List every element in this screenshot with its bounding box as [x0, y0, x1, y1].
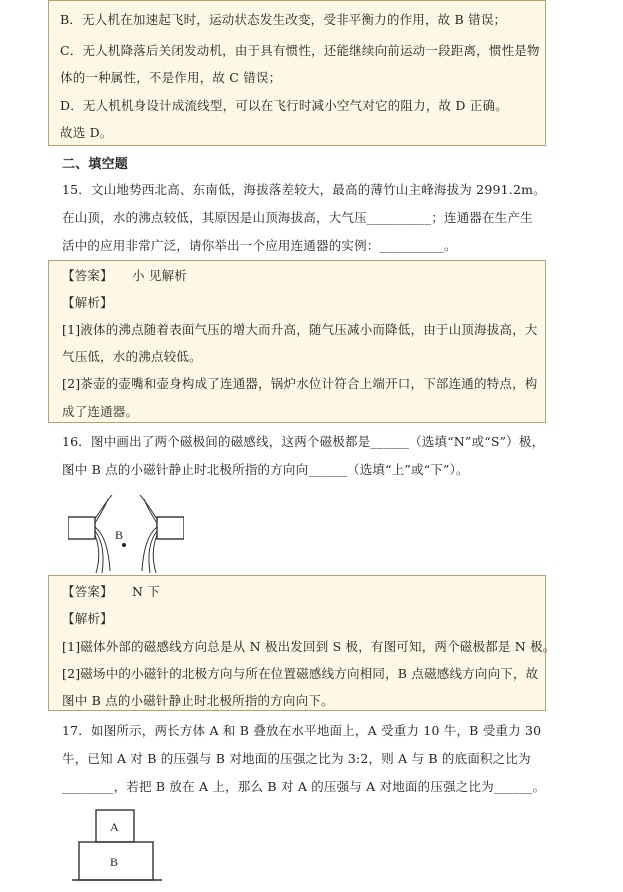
box1-line-1: B．无人机在加速起飞时，运动状态发生改变，受非平衡力的作用，故 B 错误； [60, 12, 507, 27]
block-b-label: B [110, 855, 119, 869]
answer-box-q15 [48, 260, 546, 423]
q16-line-1: 16．图中画出了两个磁极间的磁感线，这两个磁极都是______（选填“N”或“S”）极， [62, 434, 545, 449]
section-title: 二、填空题 [62, 157, 129, 172]
q15-analysis-4: 成了连通器。 [62, 404, 139, 419]
box1-line-2: C．无人机降落后关闭发动机，由于具有惯性，还能继续向前运动一段距离，惯性是物 [60, 43, 540, 58]
q16-analysis-1: [1]磁体外部的磁感线方向总是从 N 极出发回到 S 极，有图可知，两个磁极都是 N 极。 [62, 639, 556, 654]
magnetic-field-figure [68, 495, 184, 575]
q16-answer-value: N 下 [132, 584, 161, 599]
q17-line-2: 牛，已知 A 对 B 的压强与 B 对地面的压强之比为 3:2，则 A 与 B 的底面积之比为 [62, 751, 531, 766]
q15-answer-label: 【答案】 [62, 268, 113, 283]
q16-answer-label: 【答案】 [62, 584, 113, 599]
q15-line-3: 活中的应用非常广泛，请你举出一个应用连通器的实例：__________。 [62, 238, 457, 253]
q15-analysis-3: [2]茶壶的壶嘴和壶身构成了连通器，锅炉水位计符合上端开口，下部连通的特点，构 [62, 376, 538, 391]
block-a-label: A [110, 820, 119, 834]
q15-analysis-label: 【解析】 [62, 295, 113, 310]
box1-line-5: 故选 D。 [60, 125, 113, 140]
q15-analysis-1: [1]液体的沸点随着表面气压的增大而升高，随气压减小而降低，由于山顶海拔高，大 [62, 322, 538, 337]
q15-line-2: 在山顶，水的沸点较低，其原因是山顶海拔高，大气压__________；连通器在生产生 [62, 210, 533, 225]
box1-line-3: 体的一种属性，不是作用，故 C 错误； [60, 70, 282, 85]
q15-answer-value: 小 见解析 [132, 268, 187, 283]
stacked-blocks-figure [72, 808, 162, 892]
q17-line-3: ________，若把 B 放在 A 上，那么 B 对 A 的压强与 A 对地面的压强之比为______。 [62, 779, 546, 794]
figure-label-b: B [115, 528, 124, 542]
q16-line-2: 图中 B 点的小磁针静止时北极所指的方向向______（选填“上”或“下”）。 [62, 462, 469, 477]
q16-analysis-3: 图中 B 点的小磁针静止时北极所指的方向向下。 [62, 693, 334, 708]
q16-analysis-2: [2]磁场中的小磁针的北极方向与所在位置磁感线方向相同，B 点磁感线方向向下，故 [62, 666, 539, 681]
box1-line-4: D．无人机机身设计成流线型，可以在飞行时减小空气对它的阻力，故 D 正确。 [60, 98, 508, 113]
q16-analysis-label: 【解析】 [62, 611, 113, 626]
q15-line-1: 15．文山地势西北高、东南低，海拔落差较大，最高的薄竹山主峰海拔为 2991.2m。 [62, 182, 546, 197]
q17-line-1: 17．如图所示，两长方体 A 和 B 叠放在水平地面上，A 受重力 10 牛，B 受重力 30 [62, 723, 542, 738]
q15-analysis-2: 气压低，水的沸点较低。 [62, 349, 202, 364]
